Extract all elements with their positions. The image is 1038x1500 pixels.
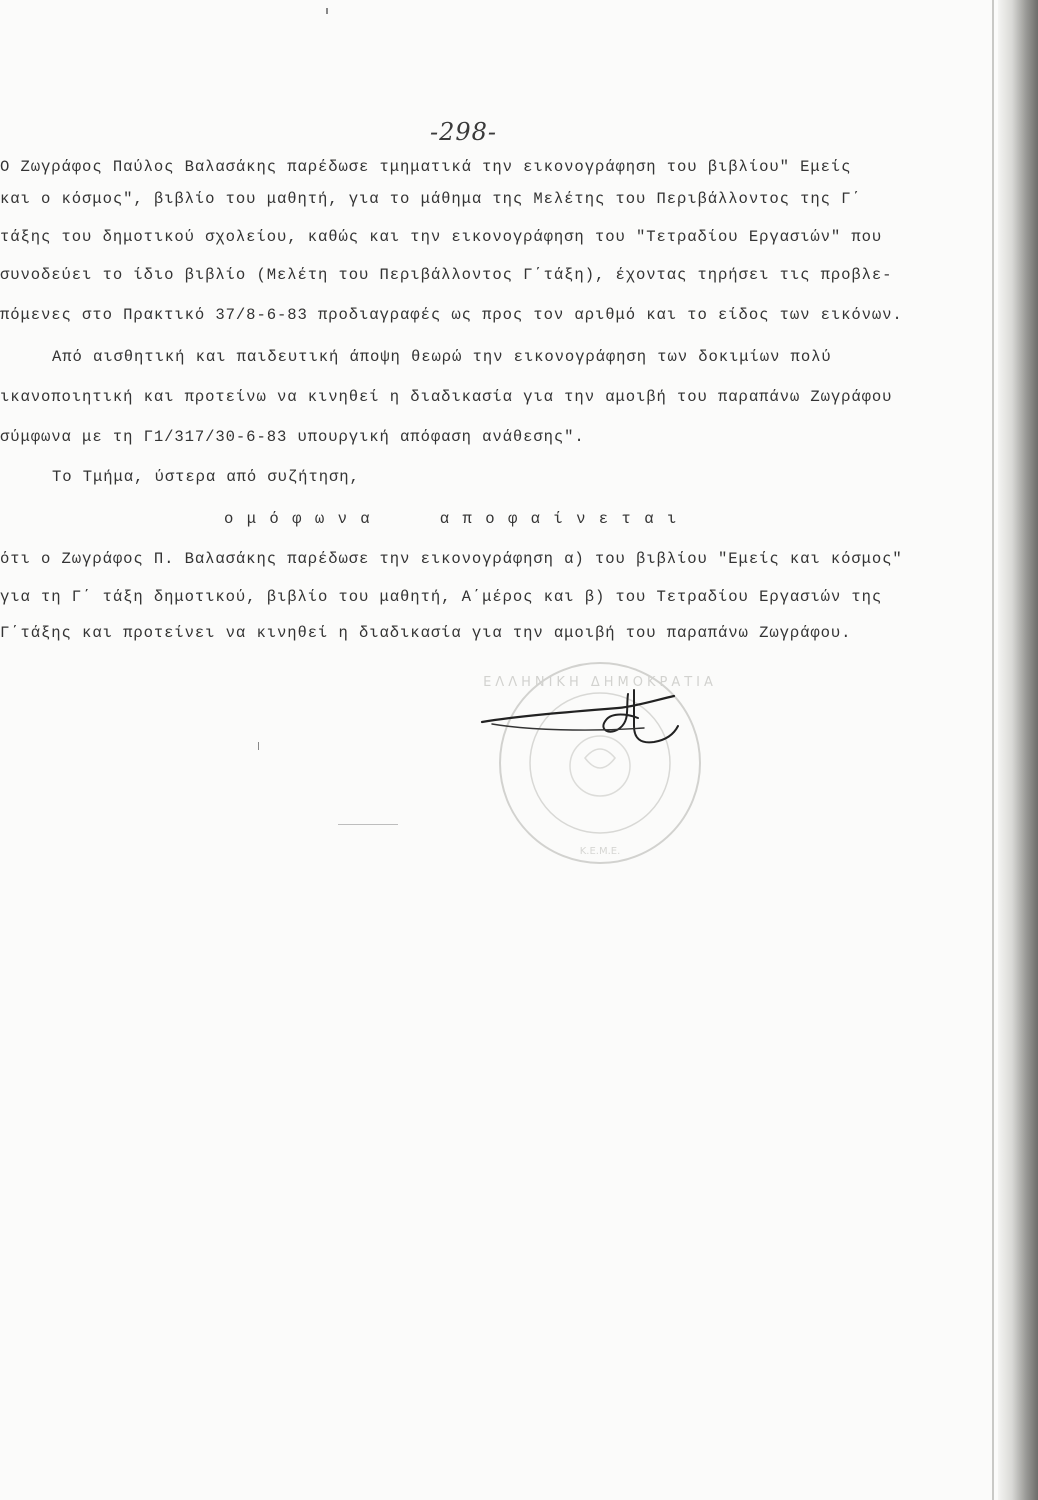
page-binding-edge bbox=[992, 0, 994, 1500]
page-binding-shadow bbox=[998, 0, 1038, 1500]
scan-mark bbox=[258, 742, 259, 750]
body-line-9: Το Τμήμα, ύστερα από συζήτηση, bbox=[52, 468, 360, 486]
body-line-4: συνοδεύει το ίδιο βιβλίο (Μελέτη του Περιβάλλοντος Γ΄τάξη), έχοντας τηρήσει τις προβλε- bbox=[0, 266, 893, 284]
separator-dash bbox=[338, 824, 398, 825]
handwritten-signature bbox=[478, 686, 688, 756]
decision-line-3: Γ΄τάξης και προτείνει να κινηθεί η διαδικασία για την αμοιβή του παραπάνω Ζωγράφου. bbox=[0, 624, 852, 642]
svg-text:ΕΛΛΗΝΙΚΗ ΔΗΜΟΚΡΑΤΙΑ: ΕΛΛΗΝΙΚΗ ΔΗΜΟΚΡΑΤΙΑ bbox=[483, 675, 717, 690]
body-line-5: πόμενες στο Πρακτικό 37/8-6-83 προδιαγραφές ως προς τον αριθμό και το είδος των εικόνων. bbox=[0, 306, 903, 324]
body-line-3: τάξης του δημοτικού σχολείου, καθώς και την εικονογράφηση του "Τετραδίου Εργασιών" που bbox=[0, 228, 883, 246]
body-line-7: ικανοποιητική και προτείνω να κινηθεί η διαδικασία για την αμοιβή του παραπάνω Ζωγράφου bbox=[0, 388, 893, 406]
decision-heading: ο μ ό φ ω ν α α π ο φ α ί ν ε τ α ι bbox=[224, 510, 679, 528]
scan-mark bbox=[326, 8, 328, 14]
body-line-8: σύμφωνα με τη Γ1/317/30-6-83 υπουργική απόφαση ανάθεσης". bbox=[0, 428, 585, 446]
decision-line-1: ότι ο Ζωγράφος Π. Βαλασάκης παρέδωσε την εικονογράφηση α) του βιβλίου "Εμείς και κόσμος" bbox=[0, 550, 903, 568]
decision-line-2: για τη Γ΄ τάξη δημοτικού, βιβλίο του μαθητή, Α΄μέρος και β) του Τετραδίου Εργασιών της bbox=[0, 588, 883, 606]
page-number: -298- bbox=[430, 118, 498, 146]
body-line-6: Από αισθητική και παιδευτική άποψη θεωρώ την εικονογράφηση των δοκιμίων πολύ bbox=[52, 348, 832, 366]
svg-text:Κ.Ε.Μ.Ε.: Κ.Ε.Μ.Ε. bbox=[579, 846, 621, 857]
body-line-2: και ο κόσμος", βιβλίο του μαθητή, για το μάθημα της Μελέτης του Περιβάλλοντος της Γ΄ bbox=[0, 190, 862, 208]
body-line-1: Ο Ζωγράφος Παύλος Βαλασάκης παρέδωσε τμηματικά την εικονογράφηση του βιβλίου" Εμείς bbox=[0, 158, 852, 176]
